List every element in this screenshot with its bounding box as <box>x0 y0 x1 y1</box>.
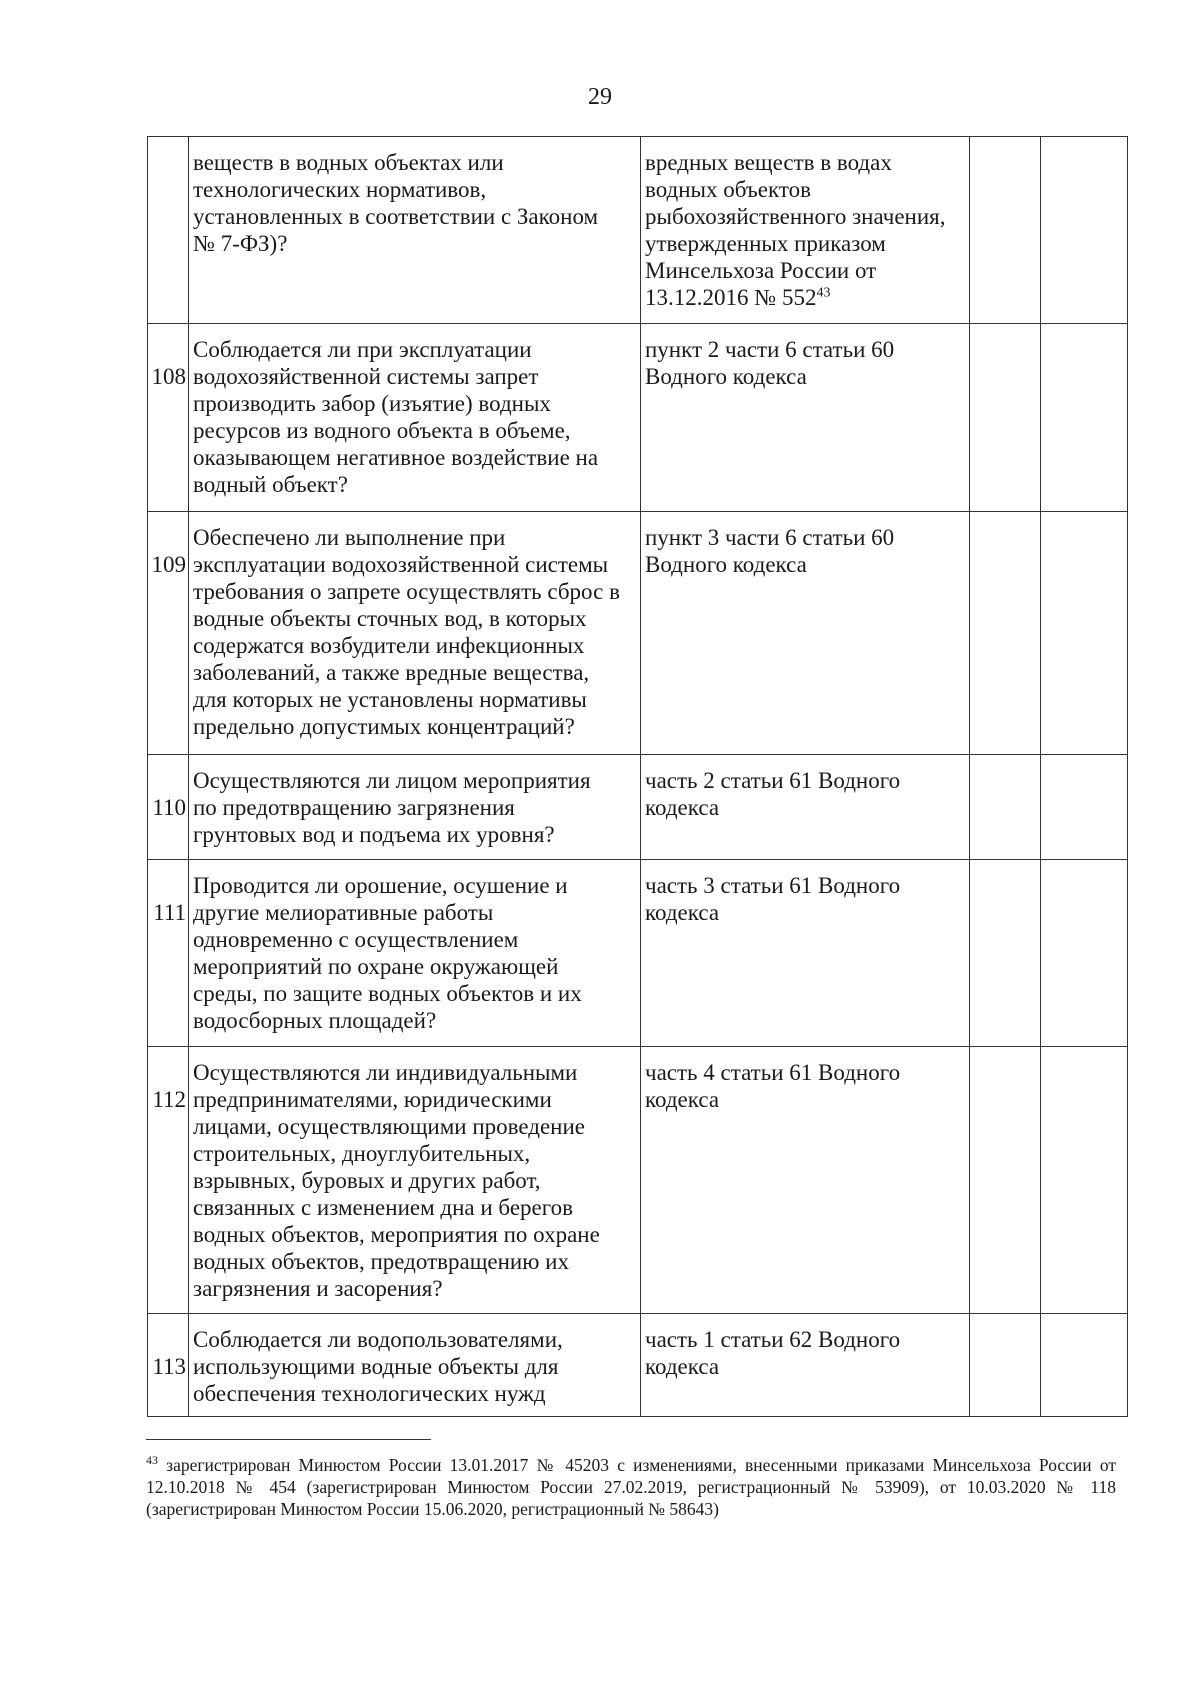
note-cell[interactable] <box>1041 512 1128 755</box>
row-number: 110 <box>148 755 189 860</box>
question-text: Осуществляются ли индивидуальными предпринимателями, юридическими лицами, осуществляющими проведение строительных, дноуглубительных, взрывных, буровых и других работ, связанных с изменением дна и берегов водных объектов, мероприятия по охране водных объектов, предотвращению их загрязнения и засорения? <box>189 1047 641 1314</box>
requirement-text: часть 1 статьи 62 Водного кодекса <box>641 1314 970 1417</box>
question-text: Осуществляются ли лицом мероприятия по предотвращению загрязнения грунтовых вод и подъема их уровня? <box>189 755 641 860</box>
requirement-text: пункт 2 части 6 статьи 60 Водного кодекса <box>641 324 970 512</box>
table-row <box>148 860 1128 1047</box>
table-row <box>148 324 1128 512</box>
note-cell[interactable] <box>1041 324 1128 512</box>
answer-cell[interactable] <box>970 324 1041 512</box>
question-text: Обеспечено ли выполнение при эксплуатации водохозяйственной системы требования о запрете осуществлять сброс в водные объекты сточных вод, в которых содержатся возбудители инфекционных заболеваний, а также вредные вещества, для которых не установлены нормативы предельно допустимых концентраций? <box>189 512 641 755</box>
footnote-ref: 43 <box>816 285 831 301</box>
note-cell[interactable] <box>1041 1314 1128 1417</box>
note-cell[interactable] <box>1041 860 1128 1047</box>
row-number: 109 <box>148 512 189 755</box>
footnote-text: зарегистрирован Минюстом России 13.01.2017 № 45203 с изменениями, внесенными приказами Минсельхоза России от 12.10.2018 № 454 (зарегистрирован Минюстом России 27.02.2019, регистрационный № 53909), от 10.03.2020 № 118 (зарегистрирован Минюстом России 15.06.2020, регистрационный № 58643) <box>146 1455 1116 1519</box>
row-number: 108 <box>148 324 189 512</box>
row-number <box>148 137 189 324</box>
question-text: Соблюдается ли водопользователями, использующими водные объекты для обеспечения технологических нужд <box>189 1314 641 1417</box>
footnote-divider <box>146 1439 431 1440</box>
question-text: Проводится ли орошение, осушение и другие мелиоративные работы одновременно с осуществлением мероприятий по охране окружающей среды, по защите водных объектов и их водосборных площадей? <box>189 860 641 1047</box>
answer-cell[interactable] <box>970 137 1041 324</box>
answer-cell[interactable] <box>970 512 1041 755</box>
answer-cell[interactable] <box>970 1047 1041 1314</box>
page-number: 29 <box>588 84 612 110</box>
row-number: 113 <box>148 1314 189 1417</box>
requirement-text: вредных веществ в водах водных объектов рыбохозяйственного значения, утвержденных приказом Минсельхоза России от 13.12.2016 № 552 <box>645 150 946 310</box>
answer-cell[interactable] <box>970 860 1041 1047</box>
table-row <box>148 512 1128 755</box>
note-cell[interactable] <box>1041 1047 1128 1314</box>
footnote-marker: 43 <box>146 1453 158 1468</box>
row-number: 112 <box>148 1047 189 1314</box>
footnote <box>146 1454 1116 1520</box>
table-row <box>148 1314 1128 1417</box>
row-number: 111 <box>148 860 189 1047</box>
note-cell[interactable] <box>1041 755 1128 860</box>
requirement-text: часть 2 статьи 61 Водного кодекса <box>641 755 970 860</box>
requirement-text: часть 4 статьи 61 Водного кодекса <box>641 1047 970 1314</box>
requirement-reference <box>641 137 970 324</box>
checklist-table <box>147 136 1128 1417</box>
table-row <box>148 137 1128 324</box>
answer-cell[interactable] <box>970 1314 1041 1417</box>
table-row <box>148 755 1128 860</box>
requirement-text: пункт 3 части 6 статьи 60 Водного кодекса <box>641 512 970 755</box>
question-text: веществ в водных объектах или технологических нормативов, установленных в соответствии с Законом № 7-ФЗ)? <box>189 137 641 324</box>
table-row <box>148 1047 1128 1314</box>
question-text: Соблюдается ли при эксплуатации водохозяйственной системы запрет производить забор (изъятие) водных ресурсов из водного объекта в объеме, оказывающем негативное воздействие на водный объект? <box>189 324 641 512</box>
note-cell[interactable] <box>1041 137 1128 324</box>
answer-cell[interactable] <box>970 755 1041 860</box>
requirement-text: часть 3 статьи 61 Водного кодекса <box>641 860 970 1047</box>
